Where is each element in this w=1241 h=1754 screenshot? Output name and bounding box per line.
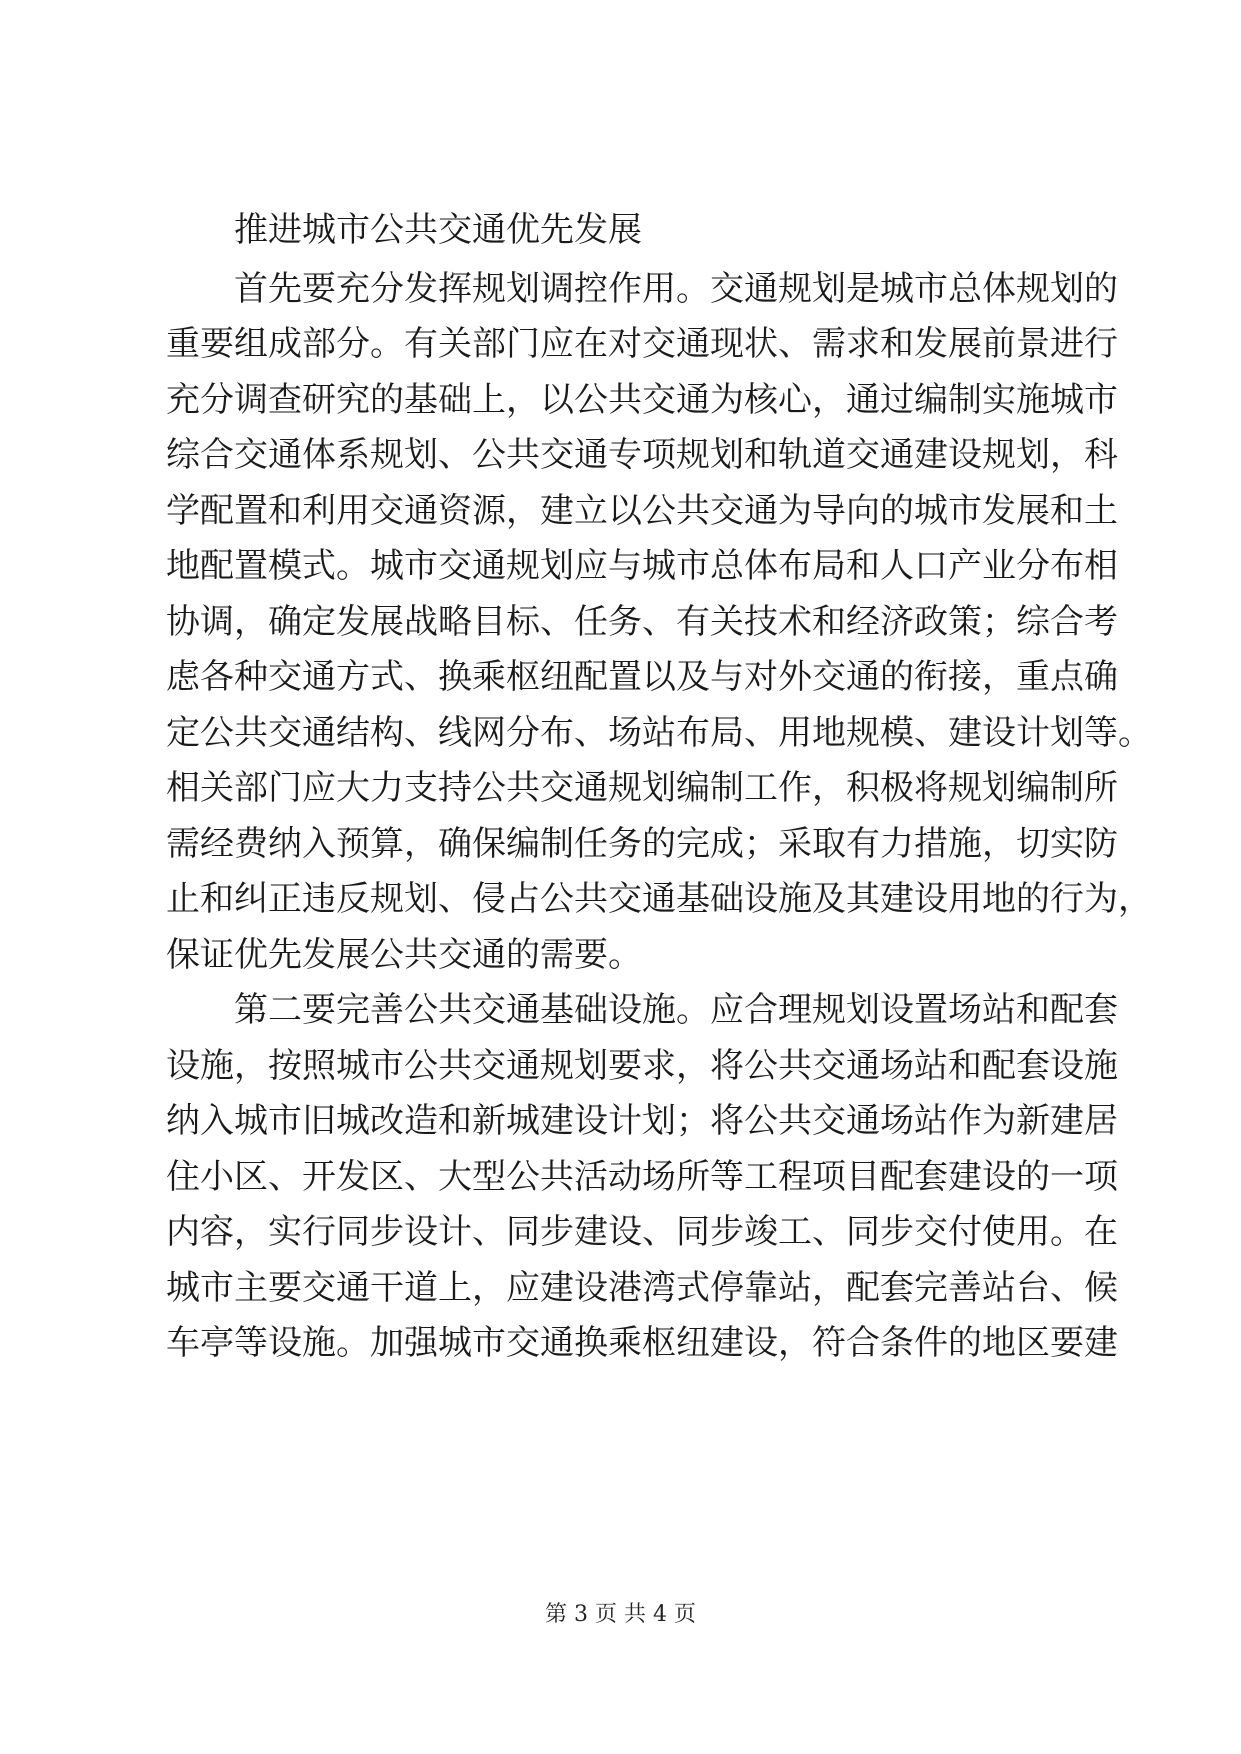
paragraph-line: 定公共交通结构、线网分布、场站布局、用地规模、建设计划等。: [166, 713, 1152, 753]
paragraph-line: 城市主要交通干道上，应建设港湾式停靠站，配套完善站台、候: [166, 1268, 1118, 1308]
section-heading: 推进城市公共交通优先发展: [234, 210, 642, 250]
paragraph-line: 相关部门应大力支持公共交通规划编制工作，积极将规划编制所: [166, 768, 1118, 808]
paragraph-line: 住小区、开发区、大型公共活动场所等工程项目配套建设的一项: [166, 1157, 1118, 1197]
paragraph-line: 止和纠正违反规划、侵占公共交通基础设施及其建设用地的行为，: [166, 879, 1152, 919]
paragraph-line: 首先要充分发挥规划调控作用。交通规划是城市总体规划的: [234, 269, 1118, 309]
page-number: 第 3 页 共 4 页: [545, 1602, 696, 1627]
paragraph-line: 协调，确定发展战略目标、任务、有关技术和经济政策；综合考: [166, 602, 1118, 642]
paragraph-line: 虑各种交通方式、换乘枢纽配置以及与对外交通的衔接，重点确: [166, 657, 1118, 697]
paragraph-line: 充分调查研究的基础上，以公共交通为核心，通过编制实施城市: [166, 380, 1118, 420]
paragraph-line: 需经费纳入预算，确保编制任务的完成；采取有力措施，切实防: [166, 824, 1118, 864]
paragraph-line: 车亭等设施。加强城市交通换乘枢纽建设，符合条件的地区要建: [166, 1323, 1118, 1363]
paragraph-line: 综合交通体系规划、公共交通专项规划和轨道交通建设规划，科: [166, 435, 1118, 475]
paragraph-line: 设施，按照城市公共交通规划要求，将公共交通场站和配套设施: [166, 1046, 1118, 1086]
paragraph-line: 保证优先发展公共交通的需要。: [166, 935, 642, 975]
paragraph-line: 地配置模式。城市交通规划应与城市总体布局和人口产业分布相: [166, 546, 1118, 586]
paragraph-line: 学配置和利用交通资源，建立以公共交通为导向的城市发展和土: [166, 491, 1118, 531]
paragraph-line: 纳入城市旧城改造和新城建设计划；将公共交通场站作为新建居: [166, 1101, 1118, 1141]
page-footer: [0, 1600, 1241, 1630]
paragraph-line: 重要组成部分。有关部门应在对交通现状、需求和发展前景进行: [166, 324, 1118, 364]
paragraph-line: 第二要完善公共交通基础设施。应合理规划设置场站和配套: [234, 990, 1118, 1030]
paragraph-line: 内容，实行同步设计、同步建设、同步竣工、同步交付使用。在: [166, 1212, 1118, 1252]
